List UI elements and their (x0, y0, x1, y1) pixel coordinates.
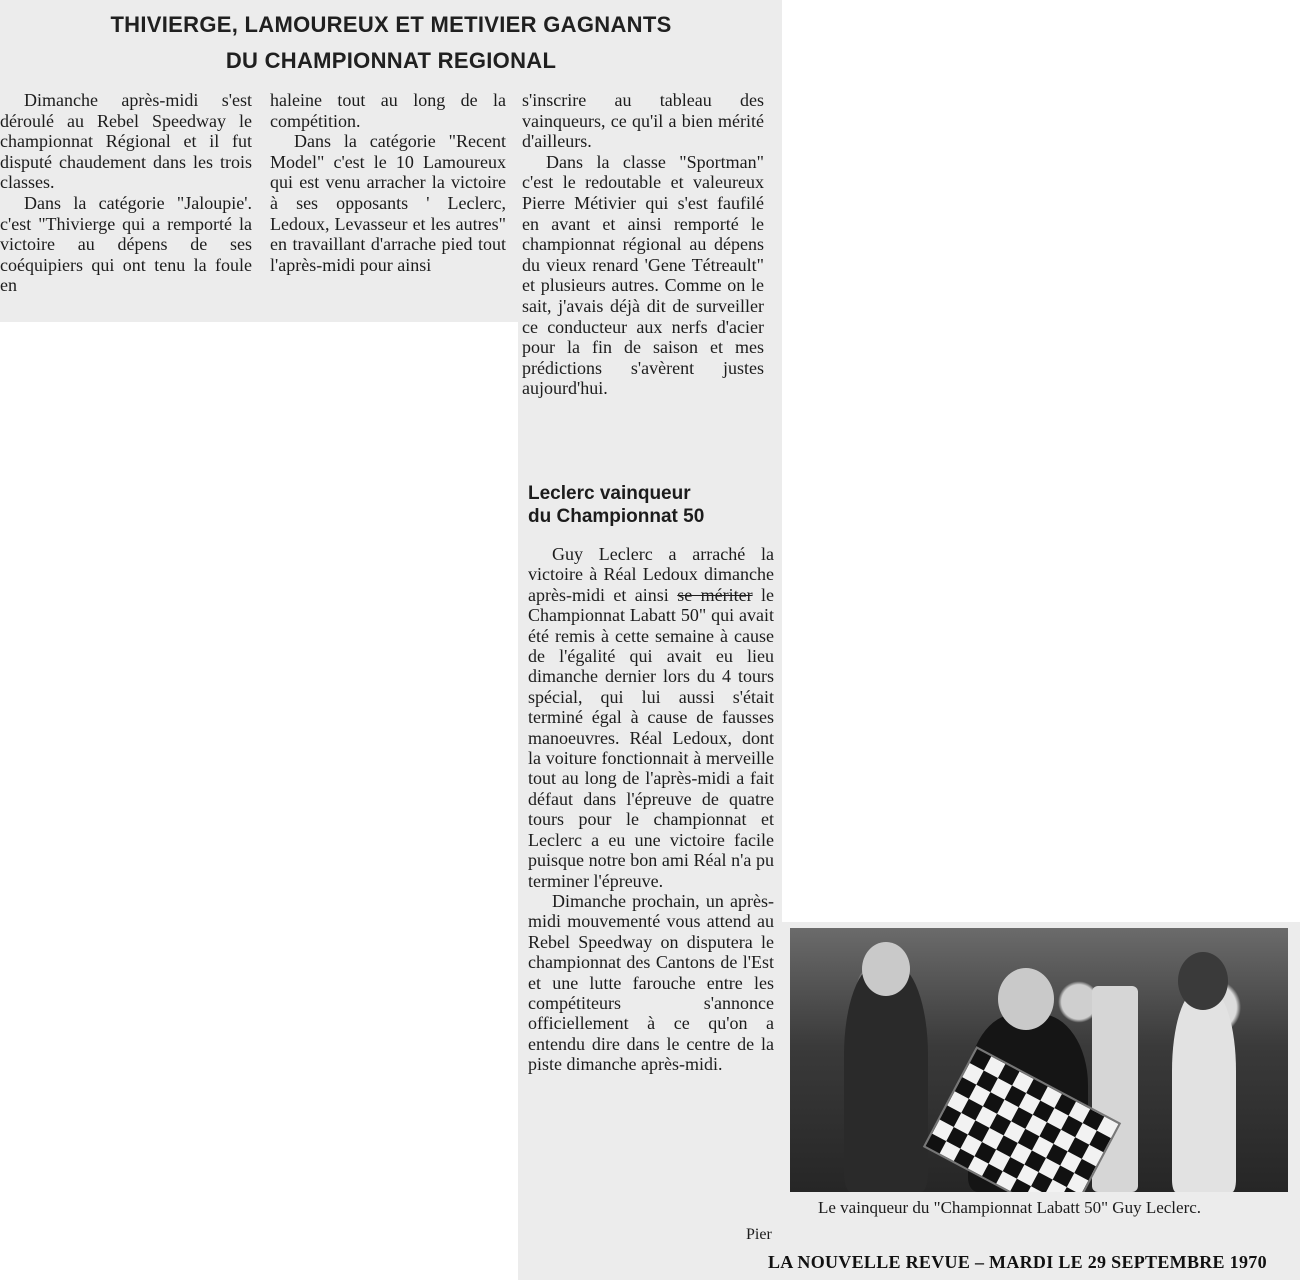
article-column-3 (522, 90, 764, 399)
article-column-1 (0, 90, 252, 296)
subarticle-column (528, 544, 774, 1075)
winner-photo (790, 928, 1288, 1192)
paragraph: Dans la catégorie "Recent Model" c'est le 10 Lamoureux qui est venu arracher la victoire à ses opposants ' Leclerc, Ledoux, Levasseur et les autres" en travaillant d'arrache pied tout l'après-midi pour ainsi (270, 131, 506, 275)
subarticle-heading-line-1: Leclerc vainqueur (528, 483, 691, 504)
struck-text: se mériter (677, 584, 753, 605)
woman-head (1178, 952, 1228, 1010)
paragraph: Dimanche prochain, un après-midi mouvementé vous attend au Rebel Speedway on disputera le championnat des Cantons de l'Est et une lutte farouche entre les compétiteurs s'annonce officiellement à ce qu'on a entendu dire dans le centre de la piste dimanche après-midi. (528, 890, 774, 1075)
man-left-figure (844, 964, 928, 1192)
winner-face (998, 968, 1054, 1030)
headline-line-2: DU CHAMPIONNAT REGIONAL (225, 48, 557, 73)
text-run: le Championnat Labatt 50" qui avait été remis à cette semaine à cause de l'égalité qui avait eu lieu dimanche dernier lors du 4 tours spécial, qui lui aussi s'était terminé égal à cause de fausses manoeuvres. Réal Ledoux, dont la voiture fonctionnait à merveille tout au long de l'après-midi a fait défaut dans l'épreuve de quatre tours pour le championnat et Leclerc a eu une victoire facile puisque notre bon ami Réal n'a pu terminer l'épreuve. (528, 584, 774, 891)
text-run: Guy Leclerc a arraché la victoire à Réal Ledoux dimanche après-midi et ainsi (528, 544, 774, 605)
paragraph-continued: haleine tout au long de la compétition. (270, 90, 506, 131)
paragraph (528, 544, 774, 891)
subarticle-heading-line-2: du Championnat 50 (528, 506, 705, 527)
publication-footer: LA NOUVELLE REVUE – MARDI LE 29 SEPTEMBRE 1970 (768, 1252, 1267, 1272)
paragraph: Dans la classe "Sportman" c'est le redoutable et valeureux Pierre Métivier qui s'est faufilé en avant et ainsi remporté le championnat régional au dépens du vieux renard 'Gene Tétreault" et plusieurs autres. Comme on le sait, j'avais déjà dit de surveiller ce conducteur aux nerfs d'acier pour la fin de saison et mes prédictions s'avèrent justes aujourd'hui. (522, 151, 764, 399)
paragraph: Dimanche après-midi s'est déroulé au Rebel Speedway le championnat Régional et il fut disputé chaudement dans les trois classes. (0, 90, 252, 193)
subarticle-heading (528, 482, 778, 528)
headline-line-1: THIVIERGE, LAMOUREUX ET METIVIER GAGNANTS (110, 12, 672, 37)
photo-caption: Le vainqueur du "Championnat Labatt 50" Guy Leclerc. (818, 1198, 1202, 1217)
paragraph-continued: s'inscrire au tableau des vainqueurs, ce qu'il a bien mérité d'ailleurs. (522, 90, 764, 152)
paragraph: Dans la catégorie "Jaloupie'. c'est "Thivierge qui a remporté la victoire au dépens de ses coéquipiers qui ont tenu la foule en (0, 192, 252, 296)
article-column-2 (270, 90, 506, 275)
photo-credit: Pier (746, 1226, 772, 1243)
man-left-face (862, 942, 910, 996)
woman-figure (1172, 990, 1236, 1192)
